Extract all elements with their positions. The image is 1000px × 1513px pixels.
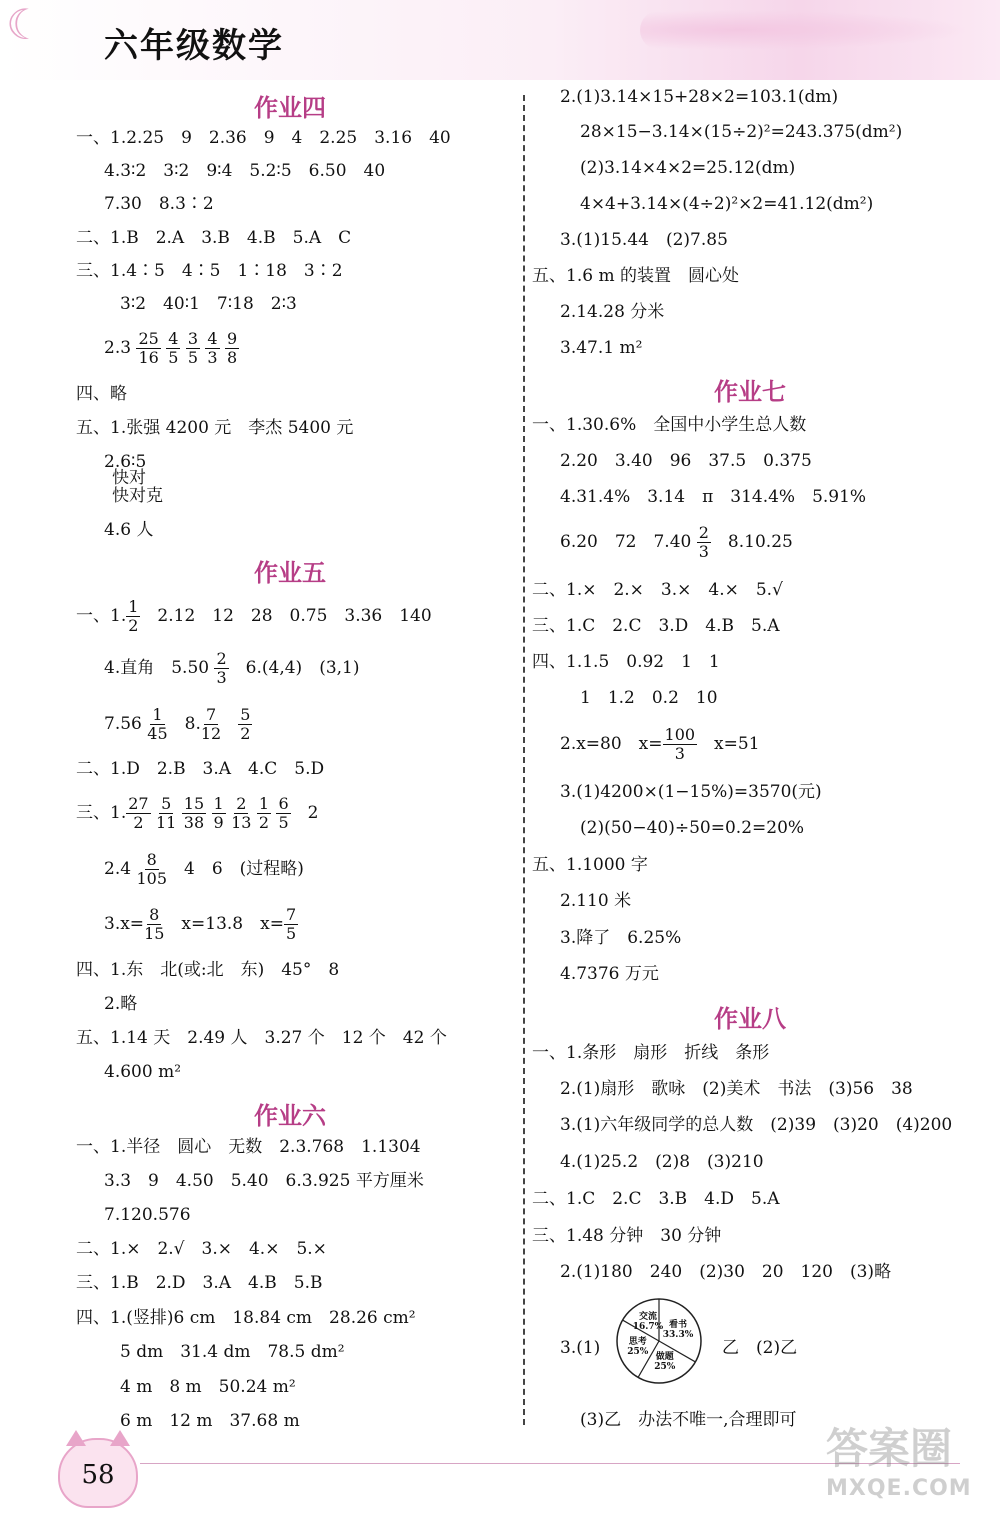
fraction bbox=[156, 795, 176, 832]
fraction bbox=[276, 795, 290, 832]
numerator: 1 bbox=[128, 597, 139, 616]
slice-value: 25% bbox=[627, 1346, 649, 1357]
answer-text: 四、1.1.5 0.92 1 1 bbox=[532, 652, 720, 672]
answer-line bbox=[76, 759, 324, 779]
answer-text: 4.600 m² bbox=[104, 1062, 182, 1082]
answer-text: 二、1.C 2.C 3.B 4.D 5.A bbox=[532, 1189, 780, 1209]
answer-text bbox=[221, 714, 238, 734]
numerator: 2 bbox=[236, 794, 247, 813]
fraction bbox=[205, 330, 219, 367]
answer-text: 6.(4,4) (3,1) bbox=[228, 658, 360, 678]
denominator: 45 bbox=[147, 724, 168, 743]
answer-text: 五、1.6 m 的装置 圆心处 bbox=[532, 266, 739, 286]
answer-text: 3.(1) bbox=[560, 1338, 601, 1358]
answer-text: 3.3 9 4.50 5.40 6.3.925 平方厘米 bbox=[104, 1171, 424, 1191]
answer-text: 三、1.B 2.D 3.A 4.B 5.B bbox=[76, 1273, 323, 1293]
numerator: 1 bbox=[152, 705, 163, 724]
answer-line bbox=[580, 194, 873, 214]
fraction bbox=[186, 330, 200, 367]
slice-name: 做题 bbox=[655, 1352, 674, 1363]
denominator: 2 bbox=[240, 724, 251, 743]
answer-line bbox=[120, 294, 297, 314]
answer-line bbox=[560, 1079, 913, 1099]
answer-text: 28×15−3.14×(15÷2)²=243.375(dm²) bbox=[580, 122, 903, 142]
answer-text: 5 dm 31.4 dm 78.5 dm² bbox=[120, 1342, 345, 1362]
answer-text: 乙 (2)乙 bbox=[722, 1338, 798, 1358]
answer-line bbox=[120, 1377, 296, 1397]
fraction bbox=[182, 795, 206, 832]
answer-text: 三、1.48 分钟 30 分钟 bbox=[532, 1226, 722, 1246]
denominator: 8 bbox=[227, 348, 238, 367]
denominator: 3 bbox=[674, 744, 685, 763]
answer-line bbox=[560, 1338, 600, 1358]
fraction bbox=[663, 726, 698, 763]
fraction bbox=[225, 330, 239, 367]
answer-line bbox=[76, 261, 343, 281]
answer-line bbox=[580, 158, 795, 178]
answer-text: x=13.8 x= bbox=[164, 914, 284, 934]
answer-text: 快对克 bbox=[112, 486, 163, 506]
answer-line bbox=[560, 782, 822, 802]
fraction bbox=[147, 706, 167, 743]
slice-value: 33.3% bbox=[662, 1329, 694, 1340]
left-column bbox=[0, 0, 470, 1513]
fraction bbox=[238, 706, 252, 743]
right-column bbox=[530, 0, 1000, 1513]
answer-text: 3.(1)六年级同学的总人数 (2)39 (3)20 (4)200 bbox=[560, 1115, 953, 1135]
answer-line bbox=[560, 1152, 764, 1172]
answer-line bbox=[112, 486, 163, 506]
fraction bbox=[284, 906, 298, 943]
denominator: 38 bbox=[183, 813, 205, 832]
answer-line bbox=[580, 122, 902, 142]
answer-line bbox=[104, 851, 304, 888]
answer-line bbox=[560, 487, 866, 507]
answer-line bbox=[120, 1411, 300, 1431]
denominator: 105 bbox=[136, 869, 167, 888]
answer-line bbox=[560, 524, 793, 561]
denominator: 3 bbox=[216, 668, 227, 687]
answer-text: 3.(1)15.44 (2)7.85 bbox=[560, 230, 728, 250]
answer-line bbox=[104, 161, 385, 181]
denominator: 3 bbox=[207, 348, 218, 367]
answer-text: 2.6∶5 bbox=[104, 452, 147, 472]
answer-text: 7.30 8.3∶2 bbox=[104, 194, 214, 214]
denominator: 5 bbox=[285, 924, 297, 943]
denominator: 9 bbox=[213, 813, 224, 832]
answer-text: 4×4+3.14×(4÷2)²×2=41.12(dm²) bbox=[580, 194, 874, 214]
answer-text: 3.降了 6.25% bbox=[560, 928, 682, 948]
answer-line bbox=[104, 994, 137, 1014]
answer-text: 三、1. bbox=[76, 803, 127, 823]
answer-text: 二、1.D 2.B 3.A 4.C 5.D bbox=[76, 759, 325, 779]
section-title: 作业六 bbox=[254, 1102, 326, 1130]
answer-line bbox=[560, 1115, 952, 1135]
answer-text: 一、1.半径 圆心 无数 2.3.768 1.1304 bbox=[76, 1137, 421, 1157]
answer-line bbox=[532, 616, 780, 636]
denominator: 13 bbox=[231, 813, 252, 832]
answer-text: 3.47.1 m² bbox=[560, 338, 643, 358]
answer-text: 四、1.东 北(或:北 东) 45° 8 bbox=[76, 960, 340, 980]
answer-line bbox=[76, 228, 351, 248]
answer-text: 四、略 bbox=[76, 384, 127, 404]
answer-text: 一、1. bbox=[76, 606, 127, 626]
numerator: 8 bbox=[149, 905, 160, 924]
answer-line bbox=[560, 87, 838, 107]
denominator: 5 bbox=[187, 348, 198, 367]
fraction bbox=[126, 598, 140, 635]
answer-text: 3.x= bbox=[104, 914, 145, 934]
answer-line bbox=[560, 928, 681, 948]
section-title: 作业七 bbox=[714, 378, 786, 406]
answer-text: 三、1.4∶5 4∶5 1∶18 3∶2 bbox=[76, 261, 343, 281]
answer-text: 7.120.576 bbox=[104, 1205, 191, 1225]
answer-text: x=51 bbox=[697, 734, 760, 754]
column-divider bbox=[523, 95, 525, 1425]
answer-text: 6.20 72 7.40 bbox=[560, 532, 697, 552]
fraction bbox=[126, 795, 150, 832]
answer-text: 一、1.30.6% 全国中小学生总人数 bbox=[532, 415, 807, 435]
denominator: 5 bbox=[278, 813, 289, 832]
answer-line bbox=[104, 330, 239, 367]
answer-line bbox=[104, 194, 214, 214]
answer-text: 2.(1)扇形 歌咏 (2)美术 书法 (3)56 38 bbox=[560, 1079, 913, 1099]
denominator: 3 bbox=[698, 542, 709, 561]
watermark-cn: 答案圈 bbox=[826, 1424, 953, 1473]
section-title: 作业五 bbox=[254, 559, 326, 587]
answer-text: 二、1.× 2.√ 3.× 4.× 5.× bbox=[76, 1239, 327, 1259]
answer-line bbox=[532, 580, 783, 600]
answer-line bbox=[76, 598, 432, 635]
answer-line bbox=[560, 451, 812, 471]
fraction bbox=[136, 851, 167, 888]
answer-text: (3)乙 办法不唯一,合理即可 bbox=[580, 1410, 797, 1430]
pie-slice-label bbox=[620, 1337, 656, 1357]
answer-text: 2.x=80 x= bbox=[560, 734, 663, 754]
numerator: 5 bbox=[240, 705, 251, 724]
answer-line bbox=[76, 1273, 322, 1293]
answer-line bbox=[104, 1171, 424, 1191]
answer-line bbox=[104, 906, 298, 943]
cat-badge bbox=[58, 1438, 138, 1508]
answer-line bbox=[112, 468, 146, 488]
answer-line bbox=[560, 230, 728, 250]
answer-line bbox=[580, 818, 804, 838]
numerator: 100 bbox=[664, 725, 696, 744]
answer-text: 1 1.2 0.2 10 bbox=[580, 688, 718, 708]
answer-line bbox=[532, 1189, 780, 1209]
answer-text: 2.20 3.40 96 37.5 0.375 bbox=[560, 451, 812, 471]
fraction bbox=[166, 330, 180, 367]
answer-line bbox=[104, 1062, 181, 1082]
fraction bbox=[201, 706, 221, 743]
slice-name: 思考 bbox=[628, 1336, 647, 1347]
answer-line bbox=[722, 1338, 797, 1358]
answer-text: 4.3∶2 3∶2 9∶4 5.2∶5 6.50 40 bbox=[104, 161, 386, 181]
answer-line bbox=[560, 1262, 891, 1282]
fraction bbox=[257, 795, 271, 832]
answer-text: 三、1.C 2.C 3.D 4.B 5.A bbox=[532, 616, 780, 636]
denominator: 2 bbox=[128, 616, 139, 635]
answer-text: 3∶2 40∶1 7∶18 2∶3 bbox=[120, 294, 297, 314]
numerator: 2 bbox=[216, 649, 227, 668]
numerator: 1 bbox=[258, 794, 270, 813]
denominator: 2 bbox=[258, 813, 270, 832]
denominator: 15 bbox=[144, 924, 165, 943]
answer-text: 4.(1)25.2 (2)8 (3)210 bbox=[560, 1152, 764, 1172]
answer-text: 2.(1)180 240 (2)30 20 120 (3)略 bbox=[560, 1262, 892, 1282]
watermark-url: MXQE.COM bbox=[826, 1476, 972, 1501]
answer-line bbox=[76, 384, 127, 404]
answer-line bbox=[560, 302, 664, 322]
answer-line bbox=[76, 418, 353, 438]
answer-text: 2.110 米 bbox=[560, 891, 632, 911]
numerator: 8 bbox=[146, 850, 157, 869]
answer-text: 3.(1)4200×(1−15%)=3570(元) bbox=[560, 782, 822, 802]
denominator: 2 bbox=[133, 813, 144, 832]
answer-text: 2.4 bbox=[104, 859, 137, 879]
answer-line bbox=[580, 1410, 796, 1430]
answer-text: 快对 bbox=[112, 468, 146, 488]
answer-line bbox=[560, 338, 642, 358]
pie-slice-label bbox=[630, 1312, 666, 1332]
answer-text: 2 bbox=[290, 803, 319, 823]
answer-text: 6 m 12 m 37.68 m bbox=[120, 1411, 300, 1431]
answer-text: 2.略 bbox=[104, 994, 138, 1014]
answer-line bbox=[560, 891, 631, 911]
answer-line bbox=[76, 795, 319, 832]
numerator: 4 bbox=[207, 329, 218, 348]
numerator: 1 bbox=[213, 794, 224, 813]
answer-text: 五、1.张强 4200 元 李杰 5400 元 bbox=[76, 418, 354, 438]
answer-text: 8. bbox=[167, 714, 201, 734]
answer-text: 2.12 12 28 0.75 3.36 140 bbox=[140, 606, 432, 626]
numerator: 7 bbox=[285, 905, 297, 924]
answer-line bbox=[532, 652, 720, 672]
answer-text: (2)3.14×4×2=25.12(dm) bbox=[580, 158, 796, 178]
moon-icon: ☾ bbox=[6, 0, 44, 49]
slice-value: 25% bbox=[654, 1362, 676, 1373]
denominator: 5 bbox=[168, 348, 179, 367]
numerator: 3 bbox=[187, 329, 198, 348]
numerator: 9 bbox=[227, 329, 238, 348]
answer-line bbox=[104, 1205, 191, 1225]
numerator: 15 bbox=[183, 794, 205, 813]
answer-text: 2.(1)3.14×15+28×2=103.1(dm) bbox=[560, 87, 839, 107]
numerator: 2 bbox=[698, 523, 709, 542]
numerator: 27 bbox=[128, 794, 149, 813]
answer-line bbox=[532, 1043, 769, 1063]
answer-line bbox=[104, 520, 153, 540]
section-title: 作业八 bbox=[714, 1005, 786, 1033]
answer-line bbox=[532, 1226, 721, 1246]
fraction bbox=[697, 524, 711, 561]
numerator: 25 bbox=[138, 329, 159, 348]
answer-line bbox=[580, 688, 718, 708]
answer-line bbox=[76, 1137, 421, 1157]
watermark bbox=[826, 1416, 996, 1513]
numerator: 7 bbox=[205, 705, 217, 724]
answer-line bbox=[532, 855, 648, 875]
numerator: 5 bbox=[161, 794, 172, 813]
fraction bbox=[144, 906, 164, 943]
page-number: 58 bbox=[81, 1460, 115, 1490]
numerator: 6 bbox=[278, 794, 289, 813]
answer-line bbox=[560, 964, 659, 984]
answer-line bbox=[120, 1342, 345, 1362]
slice-name: 交流 bbox=[638, 1311, 657, 1322]
fraction bbox=[136, 330, 160, 367]
answer-text: 五、1.1000 字 bbox=[532, 855, 648, 875]
answer-text: 4.直角 5.50 bbox=[104, 658, 215, 678]
answer-text: 四、1.(竖排)6 cm 18.84 cm 28.26 cm² bbox=[76, 1308, 416, 1328]
numerator: 4 bbox=[168, 329, 179, 348]
denominator: 16 bbox=[138, 348, 159, 367]
fraction bbox=[212, 795, 226, 832]
answer-text: 4.7376 万元 bbox=[560, 964, 659, 984]
answer-text: 7.56 bbox=[104, 714, 148, 734]
answer-text: (2)(50−40)÷50=0.2=20% bbox=[580, 818, 805, 838]
answer-line bbox=[560, 726, 760, 763]
answer-line bbox=[104, 650, 360, 687]
answer-text: 一、1.2.25 9 2.36 9 4 2.25 3.16 40 bbox=[76, 128, 451, 148]
page-title: 六年级数学 bbox=[104, 26, 284, 66]
answer-text: 4.31.4% 3.14 π 314.4% 5.91% bbox=[560, 487, 867, 507]
answer-text: 二、1.× 2.× 3.× 4.× 5.√ bbox=[532, 580, 783, 600]
slice-value: 16.7% bbox=[632, 1321, 664, 1332]
answer-line bbox=[76, 960, 339, 980]
answer-text: 一、1.条形 扇形 折线 条形 bbox=[532, 1043, 770, 1063]
answer-text: 4 6 (过程略) bbox=[167, 859, 304, 879]
answer-line bbox=[76, 1308, 416, 1328]
fraction bbox=[231, 795, 251, 832]
answer-line bbox=[532, 415, 806, 435]
answer-line bbox=[104, 706, 252, 743]
denominator: 11 bbox=[156, 813, 177, 832]
answer-line bbox=[76, 128, 451, 148]
answer-line bbox=[76, 1028, 447, 1048]
fraction bbox=[214, 650, 228, 687]
answer-line bbox=[76, 1239, 327, 1259]
answer-text: 二、1.B 2.A 3.B 4.B 5.A C bbox=[76, 228, 352, 248]
denominator: 12 bbox=[200, 724, 222, 743]
answer-text: 4 m 8 m 50.24 m² bbox=[120, 1377, 296, 1397]
answer-text: 五、1.14 天 2.49 人 3.27 个 12 个 42 个 bbox=[76, 1028, 447, 1048]
answer-line bbox=[532, 266, 739, 286]
answer-text: 2.3 bbox=[104, 338, 137, 358]
slice-name: 看书 bbox=[669, 1319, 688, 1330]
section-title: 作业四 bbox=[254, 94, 326, 122]
answer-text: 8.10.25 bbox=[710, 532, 793, 552]
answer-text: 2.14.28 分米 bbox=[560, 302, 665, 322]
answer-text: 4.6 人 bbox=[104, 520, 154, 540]
